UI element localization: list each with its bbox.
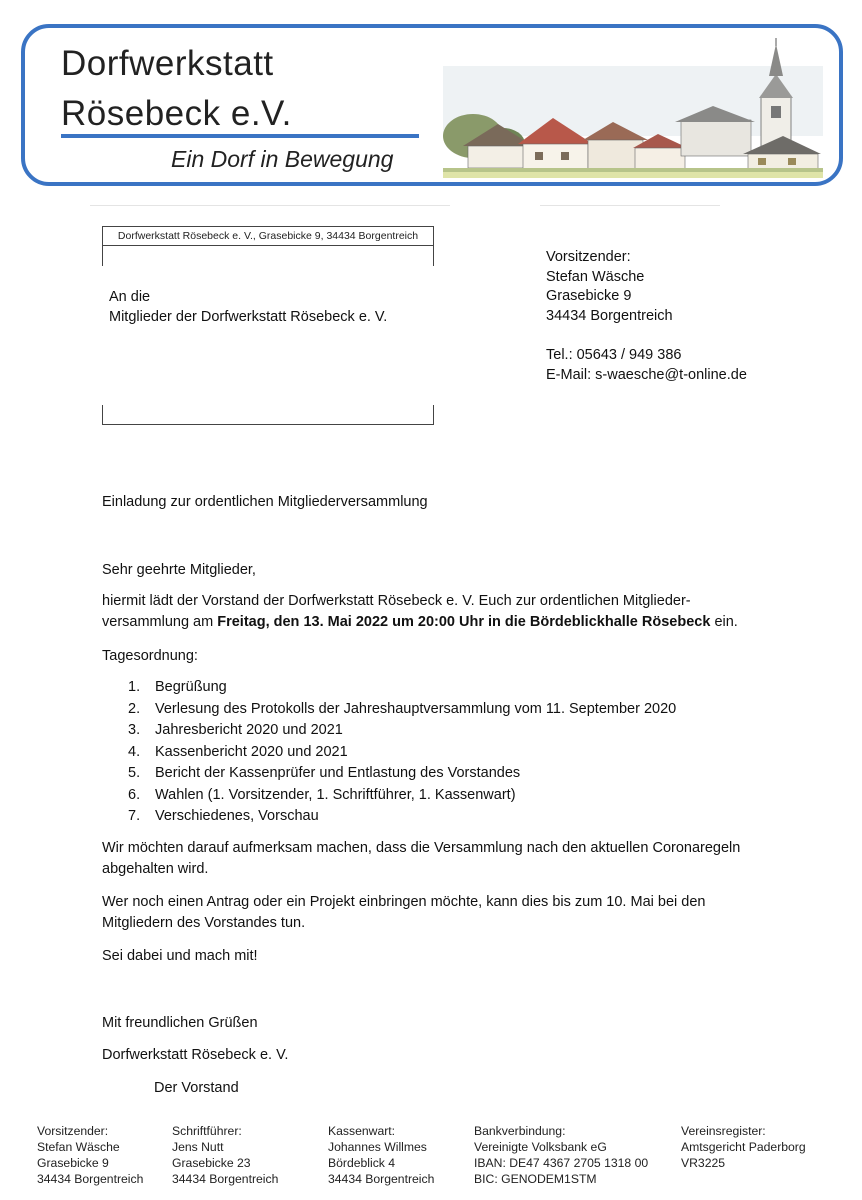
agenda-item-text: Verlesung des Protokolls der Jahreshauptversammlung vom 11. September 2020 <box>155 700 677 717</box>
agenda-item-number: 2. <box>128 700 141 717</box>
header-divider-left <box>90 205 450 206</box>
intro-text: versammlung am <box>102 614 218 630</box>
agenda-item-number: 1. <box>128 679 141 695</box>
agenda-item <box>102 785 762 807</box>
letter-organization: Dorfwerkstatt Rösebeck e. V. <box>102 1047 289 1063</box>
footer-line: BIC: GENODEM1STM <box>474 1172 597 1186</box>
agenda-item <box>102 742 762 764</box>
intro-line <box>102 612 762 633</box>
agenda-item-text: Jahresbericht 2020 und 2021 <box>155 722 343 738</box>
footer-line: 34434 Borgentreich <box>37 1172 144 1186</box>
recipient-line: An die <box>109 289 151 305</box>
note-line: Wir möchten darauf aufmerksam machen, dass die Versammlung nach den aktuellen Coronaregeln <box>102 840 741 856</box>
recipient-address <box>109 287 387 327</box>
agenda-item-text: Wahlen (1. Vorsitzender, 1. Schriftführer, 1. Kassenwart) <box>155 786 516 803</box>
village-illustration <box>443 36 823 178</box>
header-divider-right <box>540 205 720 206</box>
footer-column-treasurer <box>328 1123 434 1187</box>
agenda-title: Tagesordnung: <box>102 648 198 664</box>
agenda-item <box>102 763 762 785</box>
request-line: Wer noch einen Antrag oder ein Projekt einbringen möchte, kann dies bis zum 10. Mai bei den <box>102 894 706 910</box>
footer-line: Schriftführer: <box>172 1124 242 1138</box>
letter-motto: Sei dabei und mach mit! <box>102 948 258 964</box>
footer-line: Grasebicke 23 <box>172 1156 251 1170</box>
footer-column-bank <box>474 1123 648 1187</box>
footer-line: VR3225 <box>681 1156 726 1170</box>
letter-note <box>102 838 762 880</box>
brand-name-line1: Dorfwerkstatt <box>61 44 274 83</box>
contact-name: Stefan Wäsche <box>546 268 645 285</box>
sender-return-address: Dorfwerkstatt Rösebeck e. V., Grasebicke 9, 34434 Borgentreich <box>102 226 434 246</box>
agenda-item <box>102 720 762 742</box>
footer-line: 34434 Borgentreich <box>172 1172 279 1186</box>
agenda-list <box>102 677 762 828</box>
address-window-bottom <box>102 405 434 425</box>
letter-closing: Mit freundlichen Grüßen <box>102 1015 258 1031</box>
footer-line: Johannes Willmes <box>328 1140 427 1154</box>
footer-line: Jens Nutt <box>172 1140 224 1154</box>
contact-block <box>546 248 747 385</box>
brand-underline <box>61 134 419 138</box>
meeting-date-location: Freitag, den 13. Mai 2022 um 20:00 Uhr in die Bördeblickhalle Rösebeck <box>217 614 711 630</box>
letter-signature: Der Vorstand <box>154 1080 239 1096</box>
agenda-item-text: Kassenbericht 2020 und 2021 <box>155 743 348 760</box>
footer-column-chair <box>37 1123 143 1187</box>
letter-salutation: Sehr geehrte Mitglieder, <box>102 562 256 578</box>
note-line: abgehalten wird. <box>102 861 209 877</box>
footer-column-secretary <box>172 1123 278 1187</box>
agenda-item <box>102 677 762 699</box>
footer-line: Bankverbindung: <box>474 1124 566 1138</box>
footer-line: 34434 Borgentreich <box>328 1172 435 1186</box>
agenda-item-text: Verschiedenes, Vorschau <box>155 808 319 824</box>
intro-text: ein. <box>710 614 738 630</box>
footer-line: Kassenwart: <box>328 1124 396 1138</box>
spacer <box>546 326 747 346</box>
agenda-item <box>102 806 762 828</box>
brand-tagline: Ein Dorf in Bewegung <box>171 146 394 172</box>
address-window-corner <box>433 246 434 266</box>
agenda-item-text: Bericht der Kassenprüfer und Entlastung des Vorstandes <box>155 765 521 781</box>
agenda-item-number: 6. <box>128 786 141 803</box>
letterhead-banner <box>21 24 843 186</box>
contact-city: 34434 Borgentreich <box>546 307 673 324</box>
contact-street: Grasebicke 9 <box>546 288 632 305</box>
agenda-item-number: 5. <box>128 765 141 781</box>
agenda-item-number: 4. <box>128 743 141 760</box>
recipient-line: Mitglieder der Dorfwerkstatt Rösebeck e. V. <box>109 309 388 325</box>
footer-line: Vereinigte Volksbank eG <box>474 1140 607 1154</box>
letter-intro <box>102 591 762 633</box>
footer-line: Bördeblick 4 <box>328 1156 396 1170</box>
intro-line: hiermit lädt der Vorstand der Dorfwerkstatt Rösebeck e. V. Euch zur ordentlichen Mitglieder- <box>102 593 691 609</box>
address-window-corner <box>102 246 103 266</box>
contact-role: Vorsitzender: <box>546 249 631 265</box>
footer-line: Stefan Wäsche <box>37 1140 120 1154</box>
agenda-item <box>102 699 762 721</box>
contact-phone: Tel.: 05643 / 949 386 <box>546 346 682 363</box>
letter-subject: Einladung zur ordentlichen Mitgliederversammlung <box>102 494 428 510</box>
footer-line: IBAN: DE47 4367 2705 1318 00 <box>474 1156 649 1170</box>
footer-line: Vorsitzender: <box>37 1124 109 1138</box>
footer-line: Amtsgericht Paderborg <box>681 1140 806 1154</box>
brand-name-line2: Rösebeck e.V. <box>61 94 292 133</box>
footer-line: Grasebicke 9 <box>37 1156 109 1170</box>
footer-line: Vereinsregister: <box>681 1124 766 1138</box>
footer-column-register <box>681 1123 806 1171</box>
agenda-item-number: 3. <box>128 722 141 738</box>
contact-email: E-Mail: s-waesche@t-online.de <box>546 366 747 383</box>
letter-request <box>102 892 762 934</box>
agenda-item-text: Begrüßung <box>155 679 227 695</box>
agenda-item-number: 7. <box>128 808 141 824</box>
request-line: Mitgliedern des Vorstandes tun. <box>102 915 306 931</box>
